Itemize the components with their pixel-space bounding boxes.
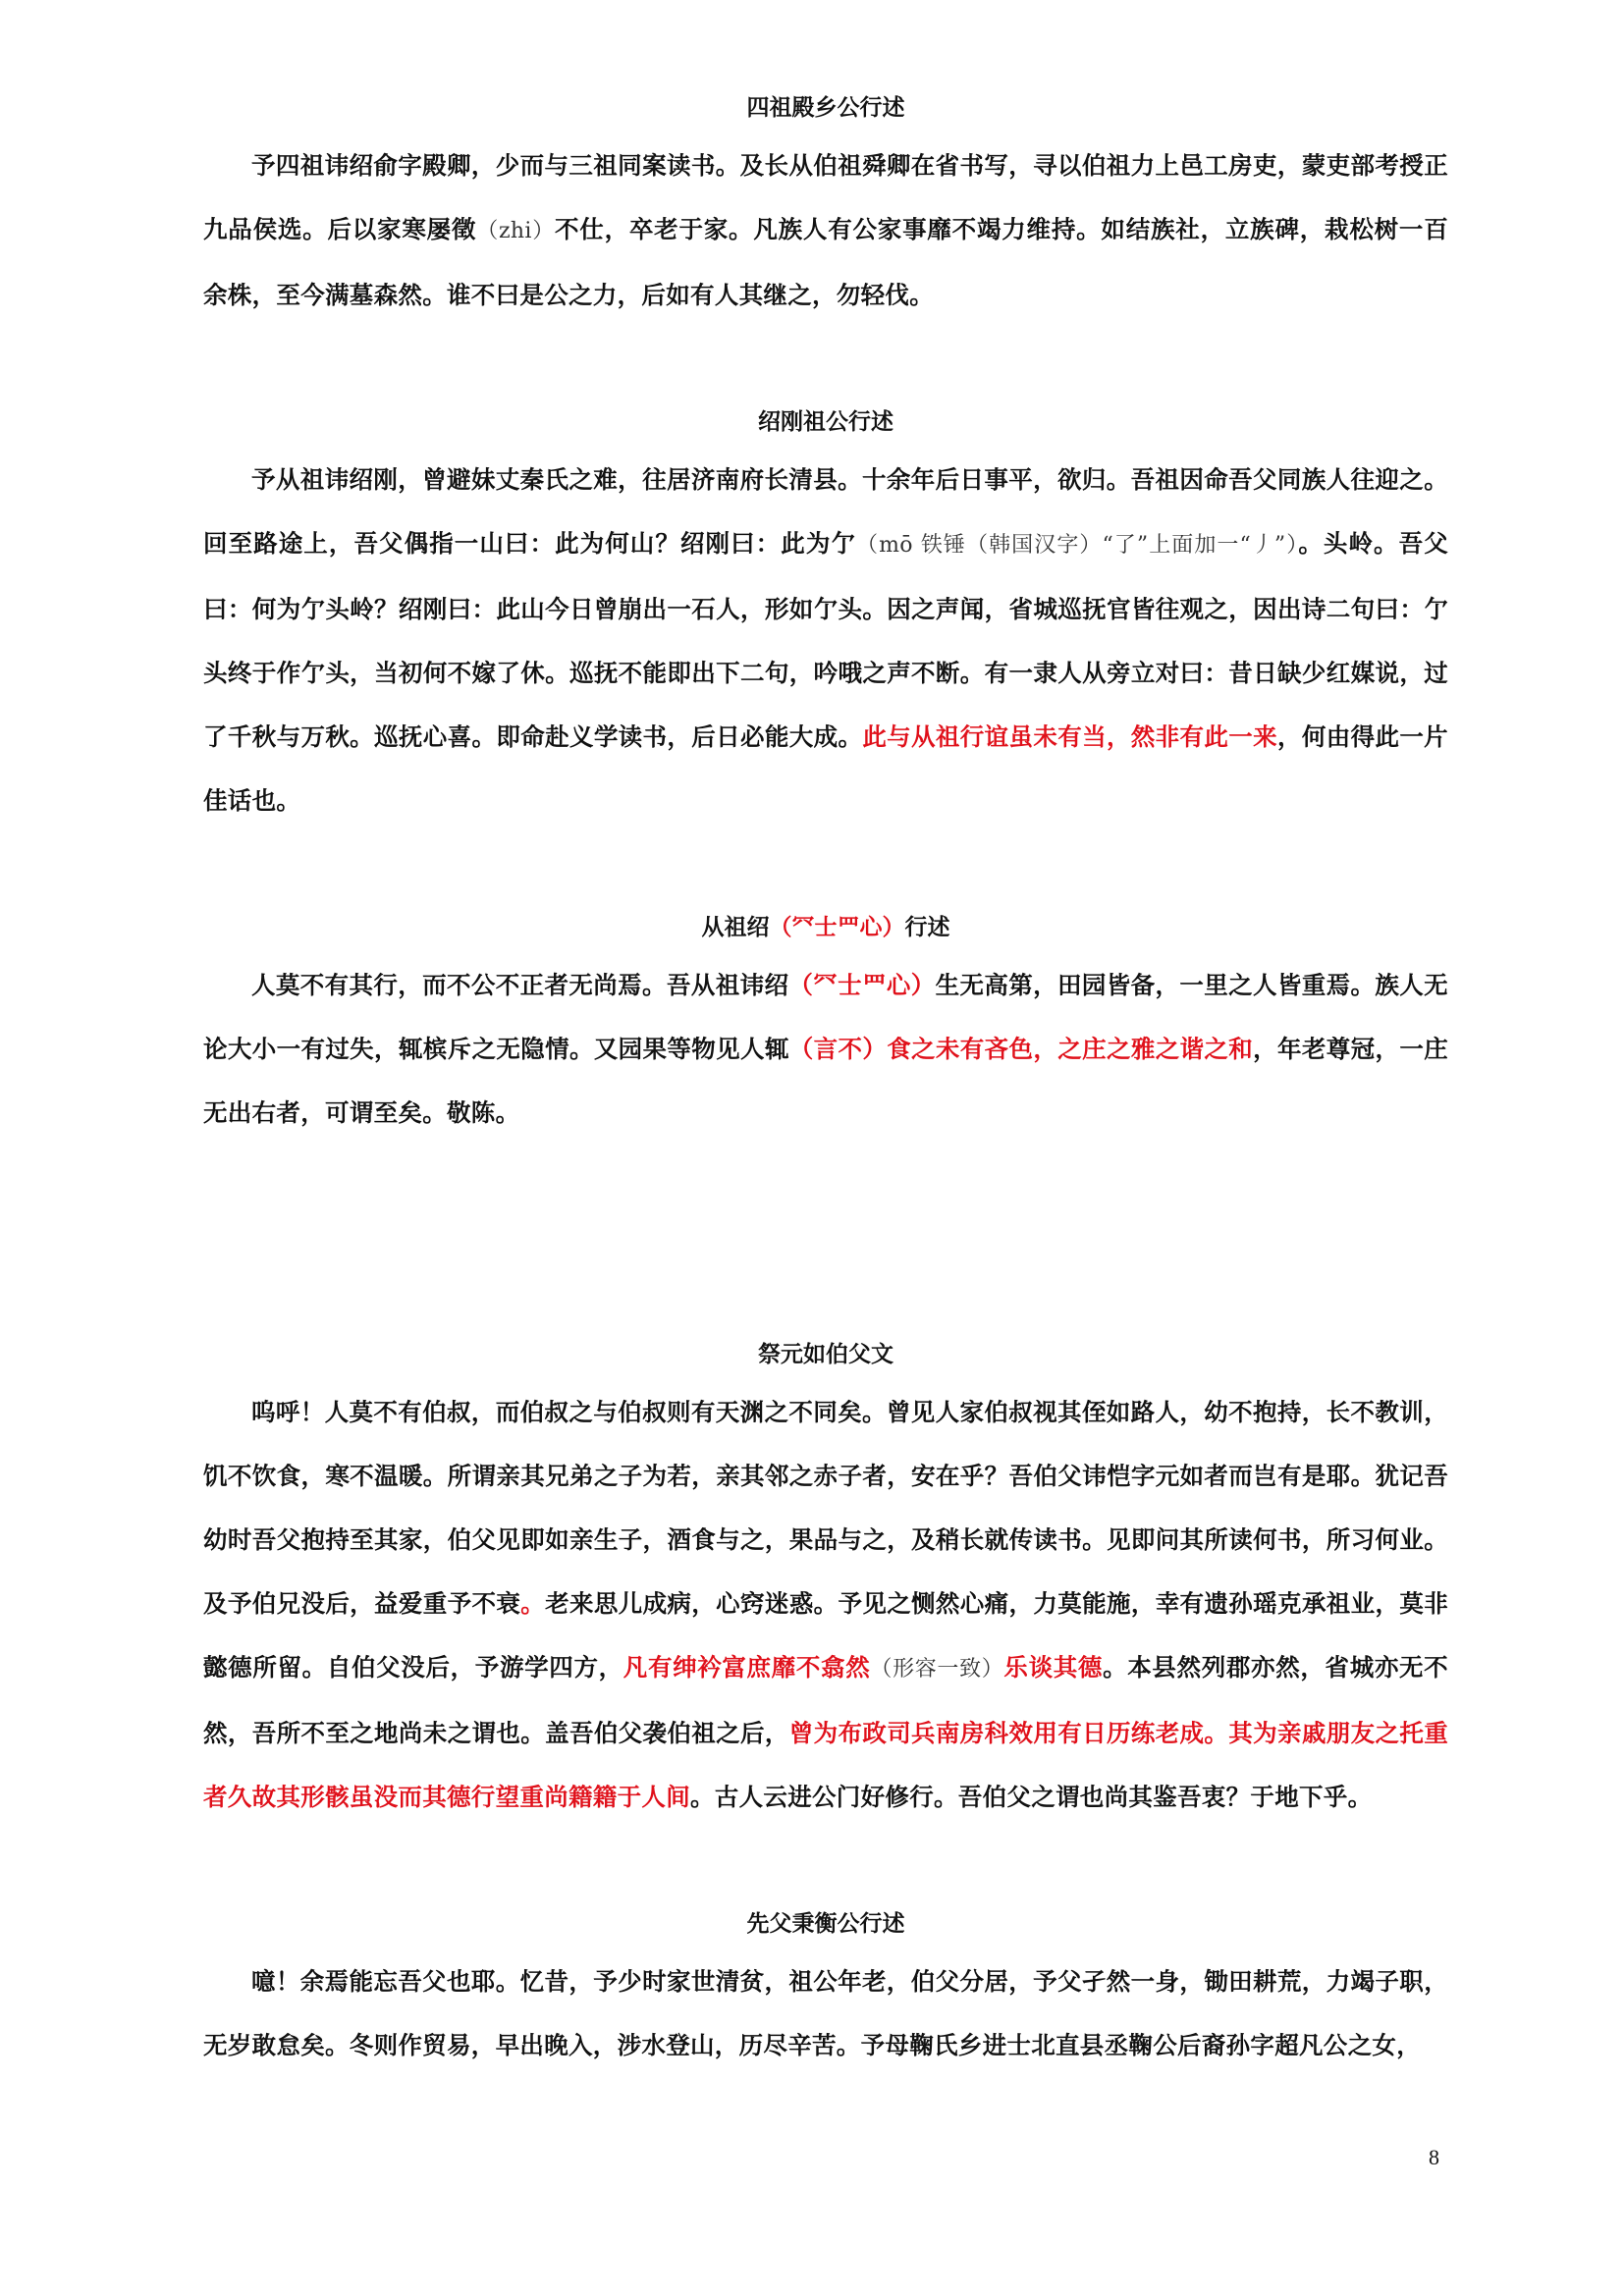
document-body [203,82,1448,2077]
highlighted-text: （⺳士罒心） [788,971,936,999]
body-text: 予从祖讳绍刚，曾避妹丈秦氏之难，往居济南府长清县。十余年后日事平，欲归。吾祖因命吾父同族人往迎之。回至路途上，吾父偶指一山曰：此为何山？绍刚曰：此为亇 [203,465,1448,558]
annotation-note: （mō 铁锤（韩国汉字）“了”上面加一“丿”） [856,533,1299,558]
body-text: 噫！余焉能忘吾父也耶。忆昔，予少时家世清贫，祖公年老，伯父分居，予父孑然一身，锄田耕荒，力竭子职，无岁敢怠矣。冬则作贸易，早出晚入，涉水登山，历尽辛苦。予母鞠氏乡进士北直县丞鞠公后裔孙字超凡公之女， [203,1967,1448,2059]
body-text: 行述 [904,914,950,940]
body-text: 人莫不有其行，而不公不正者无尚焉。吾从祖讳绍 [251,971,789,999]
section-title: 先父秉衡公行述 [746,1910,905,1937]
body-text: 予四祖讳绍俞字殿卿，少而与三祖同案读书。及长从伯祖舜卿在省书写，寻以伯祖力上邑工房吏，蒙吏部考授正九品侯选。后以家寒屡徵 [203,151,1448,243]
highlighted-text: 。 [520,1589,546,1618]
highlighted-text: 凡有绅衿富庶靡不翕然 [623,1653,871,1682]
section-shaogang [203,397,1448,832]
section-title [203,902,1448,953]
annotation-note: （zhi） [476,219,555,243]
body-text: ，年老尊冠，一庄无出右者，可谓至矣。敬陈。 [203,1035,1449,1127]
page-number: 8 [1429,2145,1439,2169]
highlighted-text: （⺳士罒心） [769,914,905,940]
section-title: 绍刚祖公行述 [758,408,893,435]
body-text: 生无高第，田园皆备，一里之人皆重焉。族人无论大小一有过失，辄槟斥之无隐情。又园果等物见人辄 [203,971,1448,1063]
section-congzu [203,902,1448,1145]
highlighted-text: （言不）食之未有吝色，之庄之雅之谐之和 [788,1035,1254,1063]
body-text: 。本县然列郡亦然，省城亦无不然，吾所不至之地尚未之谓也。盖吾伯父袭伯祖之后， [203,1653,1448,1747]
section-jiwenru [203,1329,1448,1829]
body-text: 从祖绍 [701,914,770,940]
highlighted-text: 乐谈其德 [1003,1653,1104,1682]
highlighted-text: 此与从祖行谊虽未有当，然非有此一来 [862,722,1277,751]
highlighted-text: 曾为布政司兵南房科效用有日历练老成。其为亲戚朋友之托重者久故其形骸虽没而其德行望重尚籍籍于人间 [203,1719,1448,1811]
section-title: 祭元如伯父文 [758,1341,893,1367]
body-text: 老来思儿成病，心窍迷惑。予见之恻然心痛，力莫能施，幸有遗孙瑶克承祖业，莫非懿德所留。自伯父没后，予游学四方， [203,1589,1448,1682]
annotation-note: （形容一致） [870,1657,1004,1682]
section-paragraph [203,953,1448,1145]
section-paragraph [203,133,1448,327]
body-text: 。古人云进公门好修行。吾伯父之谓也尚其鉴吾衷？于地下乎。 [690,1783,1373,1811]
section-xianfu [203,1898,1448,2077]
body-text: 呜呼！人莫不有伯叔，而伯叔之与伯叔则有天渊之不同矣。曾见人家伯叔视其侄如路人，幼不抱持，长不教训，饥不饮食，寒不温暖。所谓亲其兄弟之子为若，亲其邻之赤子者，安在乎？吾伯父讳恺字元如者而岂有是耶。犹记吾幼时吾父抱持至其家，伯父见即如亲生子，酒食与之，果品与之，及稍长就传读书。见即问其所读何书，所习何业。及予伯兄没后，益爱重予不衰 [203,1398,1448,1618]
section-paragraph [203,1949,1448,2077]
section-title: 四祖殿乡公行述 [746,94,905,121]
section-paragraph [203,448,1448,832]
section-paragraph [203,1380,1448,1829]
body-text: ，何由得此一片佳话也。 [203,722,1448,815]
section-sizu [203,82,1448,327]
body-text: 不仕，卒老于家。凡族人有公家事靡不竭力维持。如结族社，立族碑，栽松树一百余株，至今满墓森然。谁不曰是公之力，后如有人其继之，勿轻伐。 [203,215,1449,309]
body-text: 。头岭。吾父曰：何为亇头岭？绍刚曰：此山今日曾崩出一石人，形如亇头。因之声闻，省城巡抚官皆往观之，因出诗二句曰：亇头终于作亇头，当初何不嫁了休。巡抚不能即出下二句，吟哦之声不断。有一隶人从旁立对曰：昔日缺少红媒说，过了千秋与万秋。巡抚心喜。即命赴义学读书，后日必能大成。 [203,529,1448,751]
